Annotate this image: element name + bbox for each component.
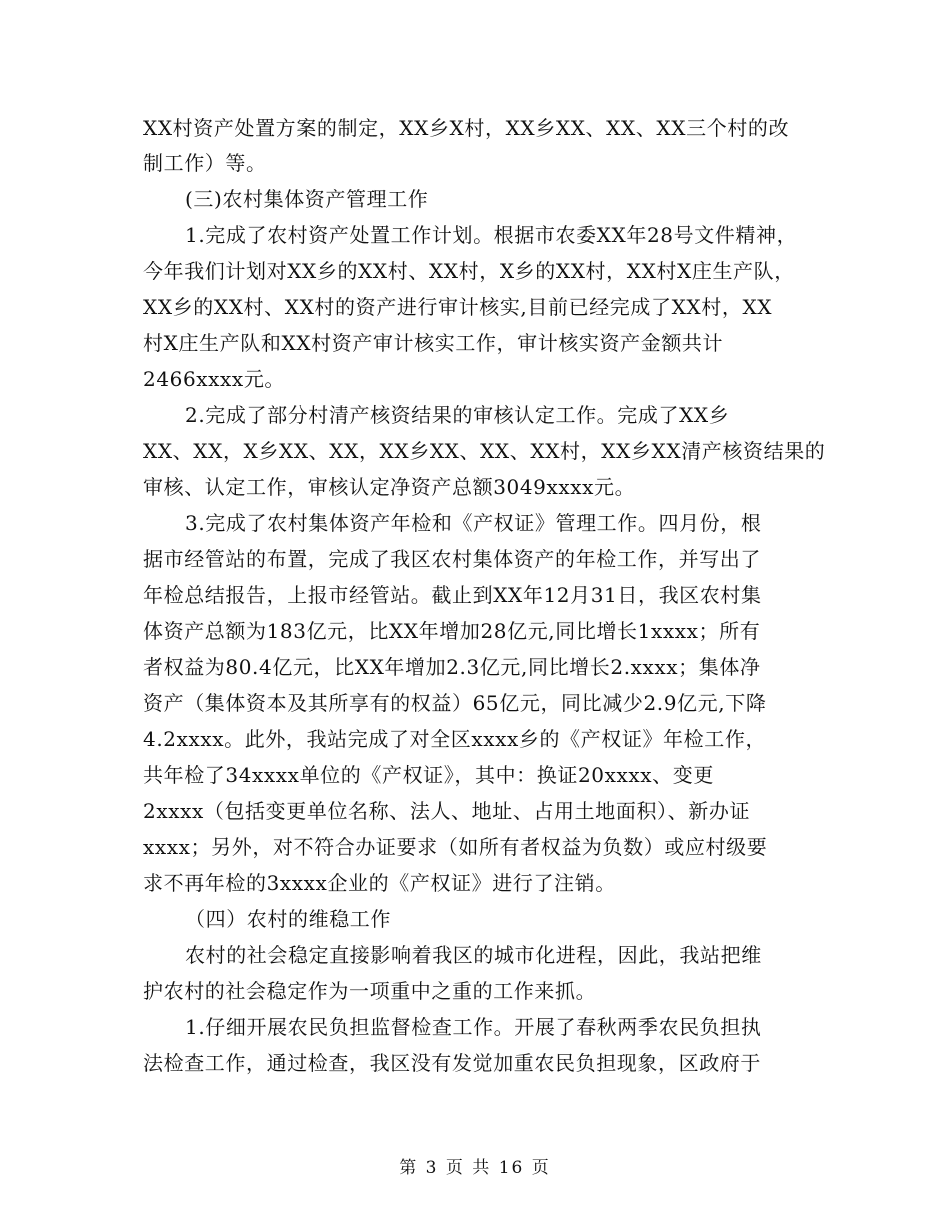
text-line: 年检总结报告，上报市经管站。截止到XX年12月31日，我区农村集 [143, 583, 762, 607]
text-line: 2xxxx（包括变更单位名称、法人、地址、占用土地面积）、新办证 [143, 799, 751, 823]
text-line: 农村的社会稳定直接影响着我区的城市化进程，因此，我站把维 [185, 943, 762, 967]
text-line: 3.完成了农村集体资产年检和《产权证》管理工作。四月份，根 [185, 511, 762, 535]
text-line: 护农村的社会稳定作为一项重中之重的工作来抓。 [143, 979, 597, 1003]
text-line: xxxx；另外，对不符合办证要求（如所有者权益为负数）或应村级要 [143, 835, 768, 859]
text-line: 求不再年检的3xxxx企业的《产权证》进行了注销。 [143, 871, 616, 895]
text-line: 审核、认定工作，审核认定净资产总额3049xxxx元。 [143, 475, 636, 499]
text-line: 2466xxxx元。 [143, 367, 286, 391]
text-line: 者权益为80.4亿元，比XX年增加2.3亿元,同比增长2.xxxx；集体净 [143, 655, 761, 679]
page-number-footer: 第 3 页 共 16 页 [399, 1158, 551, 1178]
text-line: 体资产总额为183亿元，比XX年增加28亿元,同比增长1xxxx；所有 [143, 619, 761, 643]
text-line: 资产（集体资本及其所享有的权益）65亿元，同比减少2.9亿元,下降 [143, 691, 767, 715]
section-heading: （四）农村的维稳工作 [185, 907, 391, 931]
text-line: XX乡的XX村、XX村的资产进行审计核实,目前已经完成了XX村，XX [143, 295, 773, 319]
text-line: 1.仔细开展农民负担监督检查工作。开展了春秋两季农民负担执 [185, 1015, 762, 1039]
text-line: 据市经管站的布置，完成了我区农村集体资产的年检工作，并写出了 [143, 547, 761, 571]
text-line: 1.完成了农村资产处置工作计划。根据市农委XX年28号文件精神， [185, 223, 798, 247]
text-line: 4.2xxxx。此外，我站完成了对全区xxxx乡的《产权证》年检工作， [143, 727, 767, 751]
text-line: 制工作）等。 [143, 151, 267, 175]
text-line: 共年检了34xxxx单位的《产权证》，其中：换证20xxxx、变更 [143, 763, 714, 787]
text-line: 法检查工作，通过检查，我区没有发觉加重农民负担现象，区政府于 [143, 1051, 761, 1075]
section-heading: (三)农村集体资产管理工作 [185, 187, 429, 211]
text-line: XX村资产处置方案的制定，XX乡X村，XX乡XX、XX、XX三个村的改 [143, 116, 790, 140]
text-line: 村X庄生产队和XX村资产审计核实工作，审计核实资产金额共计 [143, 331, 724, 355]
text-line: 2.完成了部分村清产核资结果的审核认定工作。完成了XX乡 [185, 403, 730, 427]
text-line: XX、XX，X乡XX、XX，XX乡XX、XX、XX村，XX乡XX清产核资结果的 [143, 439, 826, 463]
text-line: 今年我们计划对XX乡的XX村、XX村，X乡的XX村，XX村X庄生产队， [143, 259, 795, 283]
